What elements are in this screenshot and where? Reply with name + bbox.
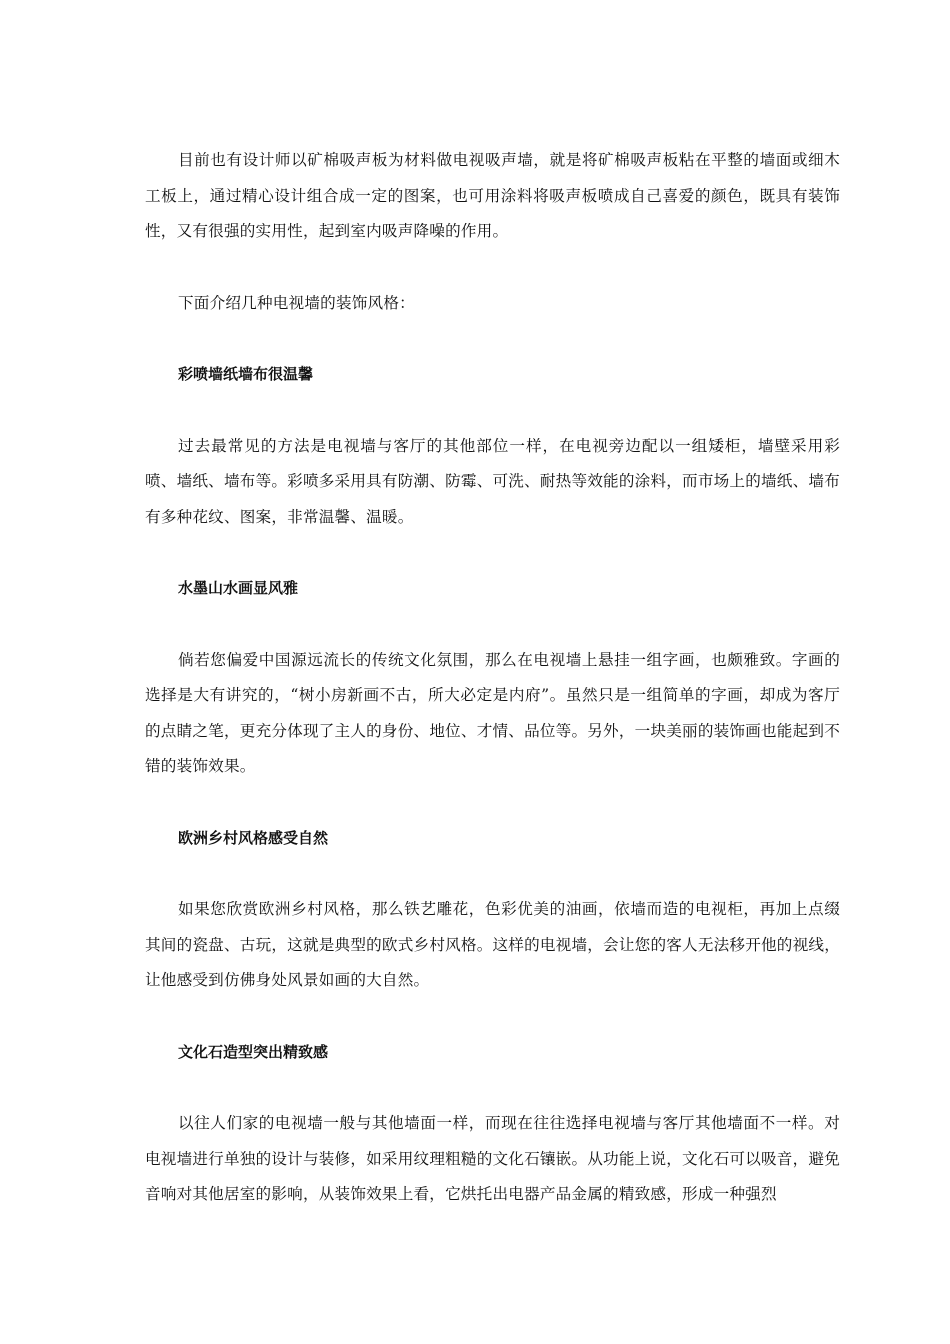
section-paragraph: 过去最常见的方法是电视墙与客厅的其他部位一样，在电视旁边配以一组矮柜，墙壁采用彩喷、墙纸、墙布等。彩喷多采用具有防潮、防霉、可洗、耐热等效能的涂料，而市场上的墙纸、墙布有多种花纹、图案，非常温馨、温暖。	[145, 436, 840, 526]
section-heading: 水墨山水画显风雅	[178, 579, 299, 597]
section-heading: 欧洲乡村风格感受自然	[178, 828, 329, 847]
document-body	[145, 143, 840, 1213]
section-heading: 彩喷墙纸墙布很温馨	[178, 365, 314, 383]
intro-paragraph-2: 下面介绍几种电视墙的装饰风格：	[178, 293, 415, 312]
section-heading: 文化石造型突出精致感	[178, 1042, 329, 1061]
section-paragraph: 以往人们家的电视墙一般与其他墙面一样，而现在往往选择电视墙与客厅其他墙面不一样。对电视墙进行单独的设计与装修，如采用纹理粗糙的文化石镶嵌。从功能上说，文化石可以吸音，避免音响对其他居室的影响，从装饰效果上看，它烘托出电器产品金属的精致感，形成一种强烈	[145, 1114, 840, 1203]
intro-paragraph-1: 目前也有设计师以矿棉吸声板为材料做电视吸声墙，就是将矿棉吸声板粘在平整的墙面或细木工板上，通过精心设计组合成一定的图案，也可用涂料将吸声板喷成自己喜爱的颜色，既具有装饰性，又有很强的实用性，起到室内吸声降噪的作用。	[145, 151, 840, 240]
section-paragraph: 倘若您偏爱中国源远流长的传统文化氛围，那么在电视墙上悬挂一组字画，也颇雅致。字画的选择是大有讲究的，“树小房新画不古，所大必定是内府”。虽然只是一组简单的字画，却成为客厅的点睛之笔，更充分体现了主人的身份、地位、才情、品位等。另外，一块美丽的装饰画也能起到不错的装饰效果。	[145, 650, 840, 775]
section-paragraph: 如果您欣赏欧洲乡村风格，那么铁艺雕花，色彩优美的油画，依墙而造的电视柜，再加上点缀其间的瓷盘、古玩，这就是典型的欧式乡村风格。这样的电视墙，会让您的客人无法移开他的视线，让他感受到仿佛身处风景如画的大自然。	[145, 900, 840, 989]
